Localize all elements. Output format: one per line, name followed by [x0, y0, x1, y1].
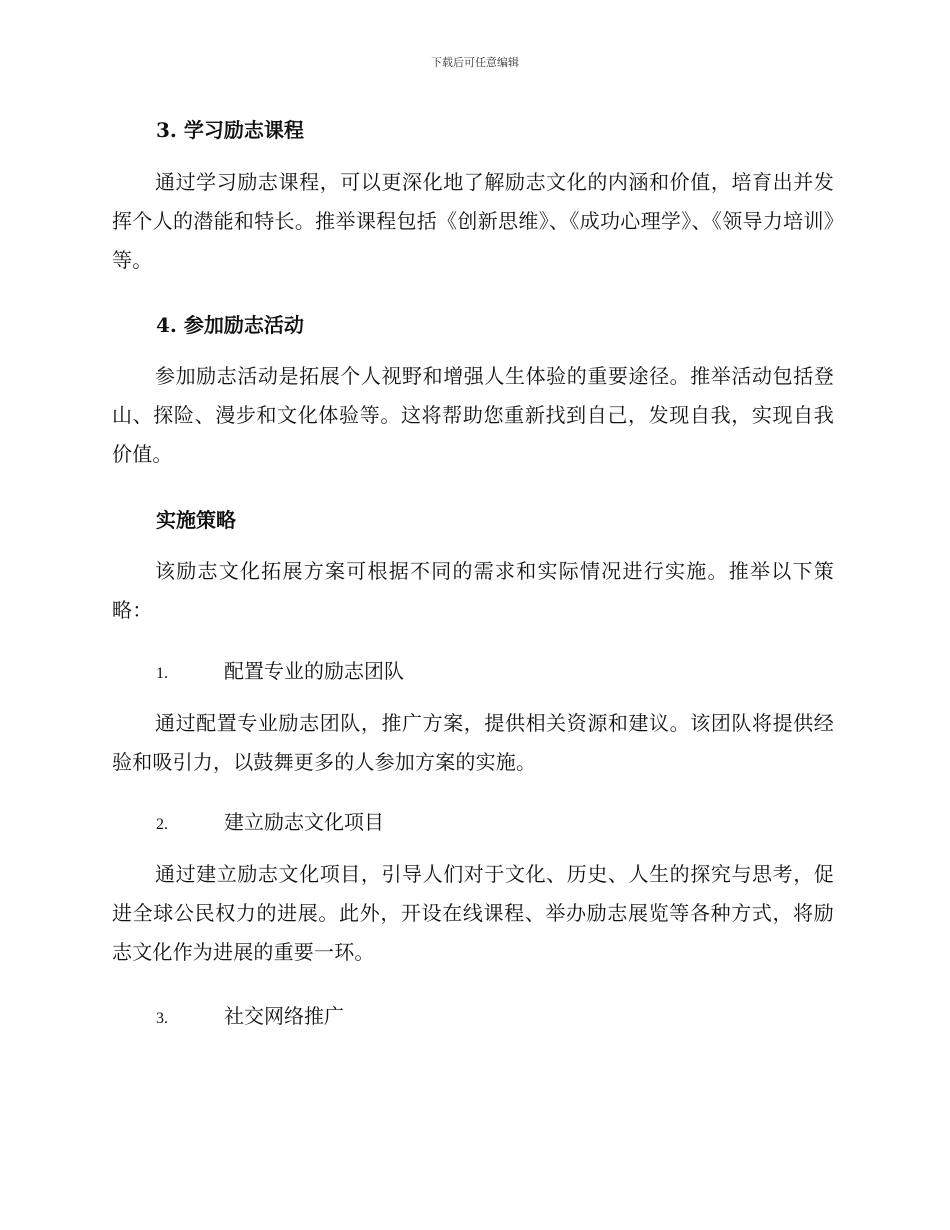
strategy-intro-paragraph: 该励志文化拓展方案可根据不同的需求和实际情况进行实施。推举以下策略： — [112, 559, 834, 622]
strategy-item-3 — [156, 1000, 344, 1029]
list-title: 社交网络推广 — [224, 1004, 344, 1028]
list-title: 配置专业的励志团队 — [224, 659, 404, 683]
list-number: 1. — [156, 665, 168, 682]
section-heading-strategy: 实施策略 — [156, 508, 236, 532]
section-heading-4: 4. 参加励志活动 — [156, 313, 304, 337]
strategy-item-1 — [156, 655, 404, 684]
section-paragraph-3: 通过学习励志课程，可以更深化地了解励志文化的内涵和价值，培育出并发挥个人的潜能和特长。推举课程包括《创新思维》、《成功心理学》、《领导力培训》等。 — [112, 170, 834, 272]
strategy-item-2 — [156, 806, 384, 835]
strategy-paragraph-2: 通过建立励志文化项目，引导人们对于文化、历史、人生的探究与思考，促进全球公民权力的进展。此外，开设在线课程、举办励志展览等各种方式，将励志文化作为进展的重要一环。 — [112, 862, 834, 964]
strategy-paragraph-1: 通过配置专业励志团队，推广方案，提供相关资源和建议。该团队将提供经验和吸引力，以鼓舞更多的人参加方案的实施。 — [112, 711, 834, 774]
list-title: 建立励志文化项目 — [224, 810, 384, 834]
section-heading-3: 3. 学习励志课程 — [156, 118, 304, 142]
list-number: 3. — [156, 1010, 168, 1027]
list-number: 2. — [156, 816, 168, 833]
section-paragraph-4: 参加励志活动是拓展个人视野和增强人生体验的重要途径。推举活动包括登山、探险、漫步和文化体验等。这将帮助您重新找到自己，发现自我，实现自我价值。 — [112, 364, 834, 466]
page-header: 下载后可任意编辑 — [431, 56, 519, 69]
